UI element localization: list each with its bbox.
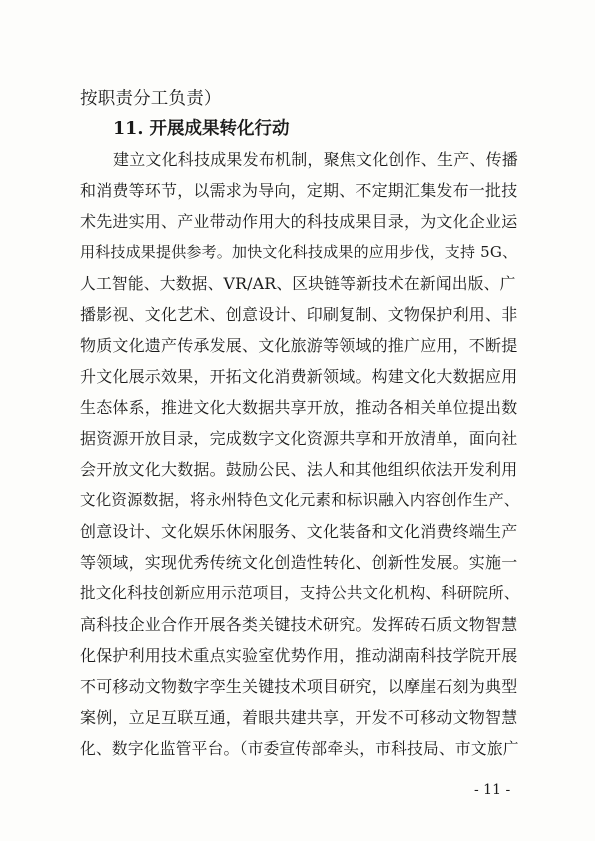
page-number: - 11 - — [474, 782, 511, 798]
paragraph-line: 播影视、文化艺术、创意设计、印刷复制、文物保护利用、非 — [80, 305, 518, 324]
paragraph-line: 化保护利用技术重点实验室优势作用，推动湖南科技学院开展 — [80, 646, 518, 665]
paragraph-line: 等领域，实现优秀传统文化创造性转化、创新性发展。实施一 — [80, 553, 518, 572]
paragraph-line: 批文化科技创新应用示范项目，支持公共文化机构、科研院所、 — [80, 584, 520, 602]
paragraph-line: 会开放文化大数据。鼓励公民、法人和其他组织依法开发利用 — [80, 460, 518, 479]
paragraph-line: 用科技成果提供参考。加快文化科技成果的应用步伐，支持 5G、 — [80, 243, 518, 261]
section-heading: 11. 开展成果转化行动 — [113, 119, 290, 139]
paragraph-line: 不可移动文物数字孪生关键技术项目研究，以摩崖石刻为典型 — [80, 677, 518, 696]
paragraph-line: 升文化展示效果，开拓文化消费新领域。构建文化大数据应用 — [80, 367, 518, 386]
paragraph-line: 人工智能、大数据、VR/AR、区块链等新技术在新闻出版、广 — [80, 274, 516, 293]
paragraph-line: 高科技企业合作开展各类关键技术研究。发挥砖石质文物智慧 — [80, 615, 518, 634]
paragraph-line: 物质文化遗产传承发展、文化旅游等领域的推广应用，不断提 — [80, 336, 518, 355]
paragraph-line: 化、数字化监管平台。（市委宣传部牵头，市科技局、市文旅广 — [80, 739, 519, 758]
paragraph-line: 建立文化科技成果发布机制，聚焦文化创作、生产、传播 — [113, 150, 519, 169]
paragraph-line: 文化资源数据，将永州特色文化元素和标识融入内容创作生产、 — [80, 491, 520, 509]
paragraph-line: 和消费等环节，以需求为导向，定期、不定期汇集发布一批技 — [80, 181, 518, 200]
paragraph-line: 生态体系，推进文化大数据共享开放，推动各相关单位提出数 — [80, 398, 518, 417]
paragraph-line: 案例，立足互联互通，着眼共建共享，开发不可移动文物智慧 — [80, 708, 518, 727]
leading-line: 按职责分工负责） — [80, 89, 222, 109]
paragraph-line: 创意设计、文化娱乐休闲服务、文化装备和文化消费终端生产 — [80, 522, 518, 541]
paragraph-line: 术先进实用、产业带动作用大的科技成果目录，为文化企业运 — [80, 212, 518, 231]
paragraph-line: 据资源开放目录，完成数字文化资源共享和开放清单，面向社 — [80, 429, 518, 448]
